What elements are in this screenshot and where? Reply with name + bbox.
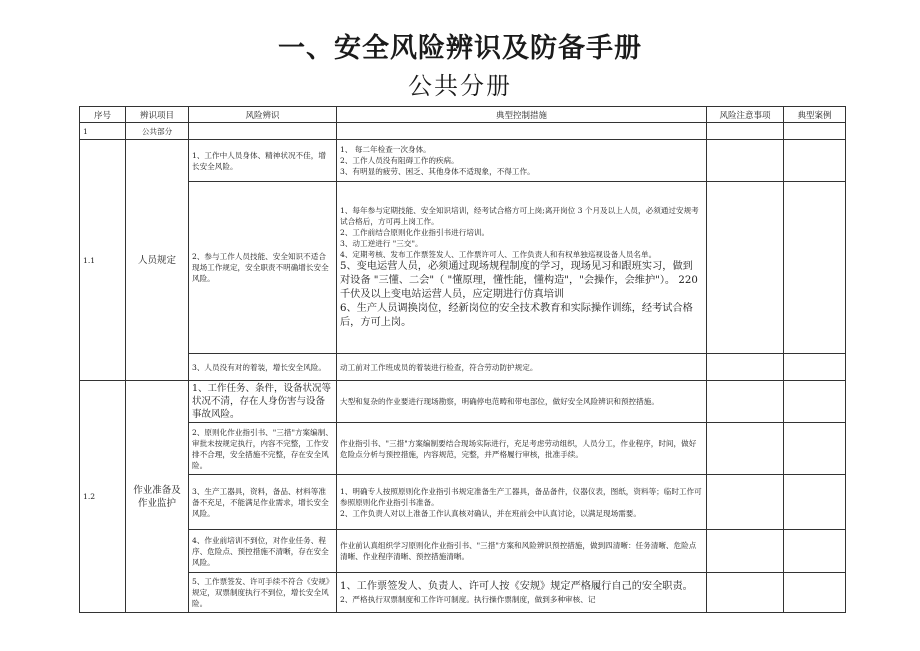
cases-cell (784, 354, 846, 381)
notes-cell (707, 140, 784, 182)
col-header-measures: 典型控制措施 (337, 107, 707, 123)
group-num: 1.2 (80, 381, 126, 613)
table-row (80, 182, 846, 354)
cases-cell (784, 530, 846, 573)
risk-cell: 1、工作任务、条件，设备状况等状况不清，存在人身伤害与设备事故风险。 (189, 381, 337, 423)
cases-cell (784, 475, 846, 530)
risk-cell: 2、参与工作人员技能、安全知识不适合现场工作规定，安全职责不明确增长安全风险。 (189, 182, 337, 354)
section-name: 公共部分 (126, 123, 189, 140)
page-subtitle: 公共分册 (408, 72, 512, 100)
measure-line: 1、明确专人按照原则化作业指引书规定准备生产工器具，备品备件，仪器仪表，图纸，资料等；临时工作可参照原则化作业指引书准备。 (340, 486, 702, 507)
col-header-cases: 典型案例 (784, 107, 846, 123)
notes-cell (707, 573, 784, 613)
risk-table (79, 106, 846, 613)
measure-line: 1、 每二年检查一次身体。 (340, 145, 431, 154)
table-row (80, 354, 846, 381)
risk-cell: 3、生产工器具，资料，备品、材料等准备不充足，不能满足作业需求，增长安全风险。 (189, 475, 337, 530)
risk-cell: 5、工作票签发、许可手续不符合《安规》规定，双票制度执行不到位，增长安全风险。 (189, 573, 337, 613)
notes-cell (707, 381, 784, 423)
measures-cell: 动工前对工作班成员的着装进行检查，符合劳动防护规定。 (337, 354, 707, 381)
table-row (80, 530, 846, 573)
section-num: 1 (80, 123, 126, 140)
measure-line: 2、工作人员没有阻碍工作的疾病。 (340, 156, 459, 165)
group-name: 作业准备及作业监护 (126, 381, 189, 613)
measure-line: 6、生产人员调换岗位，经新岗位的安全技术教育和实际操作训练，经考试合格后，方可上岗。 (340, 303, 693, 328)
empty-cell (707, 123, 784, 140)
measure-line: 3、动工逆进行 "三交"。 (340, 239, 423, 248)
page-title: 一、安全风险辨识及防备手册 (278, 33, 642, 64)
measures-cell (337, 475, 707, 530)
col-header-notes: 风险注意事项 (707, 107, 784, 123)
measures-cell: 作业指引书、"三措"方案编制要结合现场实际进行，充足考虑劳动组织，人员分工，作业程序，时间，做好危险点分析与预控措施，内容规范，完整，并严格履行审核，批准手续。 (337, 423, 707, 475)
table-header-row (80, 107, 846, 123)
table-row (80, 381, 846, 423)
cases-cell (784, 140, 846, 182)
cases-cell (784, 381, 846, 423)
table-row (80, 423, 846, 475)
measures-cell: 大型和复杂的作业要进行现场勘察，明确停电范畴和带电部位，做好安全风险辨识和预控措施。 (337, 381, 707, 423)
notes-cell (707, 423, 784, 475)
group-num: 1.1 (80, 140, 126, 381)
cases-cell (784, 573, 846, 613)
empty-cell (784, 123, 846, 140)
measures-cell: 作业前认真组织学习原则化作业指引书、"三措"方案和风险辨识预控措施，做到四清晰：任务清晰、危险点清晰、作业程序清晰、预控措施清晰。 (337, 530, 707, 573)
col-header-item: 辨识项目 (126, 107, 189, 123)
notes-cell (707, 182, 784, 354)
risk-cell: 4、作业前培训不到位，对作业任务、程序、危险点、预控措施不清晰，存在安全风险。 (189, 530, 337, 573)
measure-line: 1、工作票签发人、负责人、许可人按《安规》规定严格履行自己的安全职责。 (340, 581, 693, 592)
empty-cell (189, 123, 337, 140)
table-row (80, 140, 846, 182)
measure-line: 2、严格执行双票制度和工作许可制度。执行操作票制度，做到多种审核、记 (340, 595, 596, 604)
measures-cell (337, 182, 707, 354)
col-header-num: 序号 (80, 107, 126, 123)
risk-cell: 3、人员没有对的着装，增长安全风险。 (189, 354, 337, 381)
measure-line: 3、有明显的疲劳、困乏、其他身体不适现象，不得工作。 (340, 167, 535, 176)
measures-cell (337, 573, 707, 613)
notes-cell (707, 530, 784, 573)
col-header-risk: 风险辨识 (189, 107, 337, 123)
cases-cell (784, 182, 846, 354)
risk-cell: 2、原则化作业指引书、"三措"方案编制、审批未按规定执行，内容不完整，工作安排不合理，安全措施不完整，存在安全风险。 (189, 423, 337, 475)
measure-line: 5、变电运营人员，必须通过现场规程制度的学习，现场见习和跟班实习，做到对设备 "三懂、二会"（ "懂原理，懂性能，懂构造"，"会操作，会维护"）。 220 千伏及以上变电站运营人员，应定期进行仿真培训 (340, 261, 698, 300)
table-row (80, 573, 846, 613)
measures-cell (337, 140, 707, 182)
cases-cell (784, 423, 846, 475)
group-name: 人员规定 (126, 140, 189, 381)
empty-cell (337, 123, 707, 140)
measure-line: 2、工作负责人对以上准备工作认真核对确认，并在班前会中认真讨论，以满足现场需要。 (340, 508, 641, 518)
measure-line: 1、每年参与定期技能、安全知识培训，经考试合格方可上岗;离开岗位 3 个月及以上人员，必须通过安规考试合格后，方可再上岗工作。 (340, 206, 699, 226)
risk-cell: 1、工作中人员身体、精神状况不佳，增长安全风险。 (189, 140, 337, 182)
measure-line: 2、工作前结合原则化作业指引书进行培训。 (340, 228, 490, 237)
table-row (80, 475, 846, 530)
notes-cell (707, 475, 784, 530)
notes-cell (707, 354, 784, 381)
measure-line: 4、定期考核、发布工作票签发人、工作票许可人、工作负责人和有权单独巡视设备人员名单。 (340, 250, 657, 259)
section-row (80, 123, 846, 140)
